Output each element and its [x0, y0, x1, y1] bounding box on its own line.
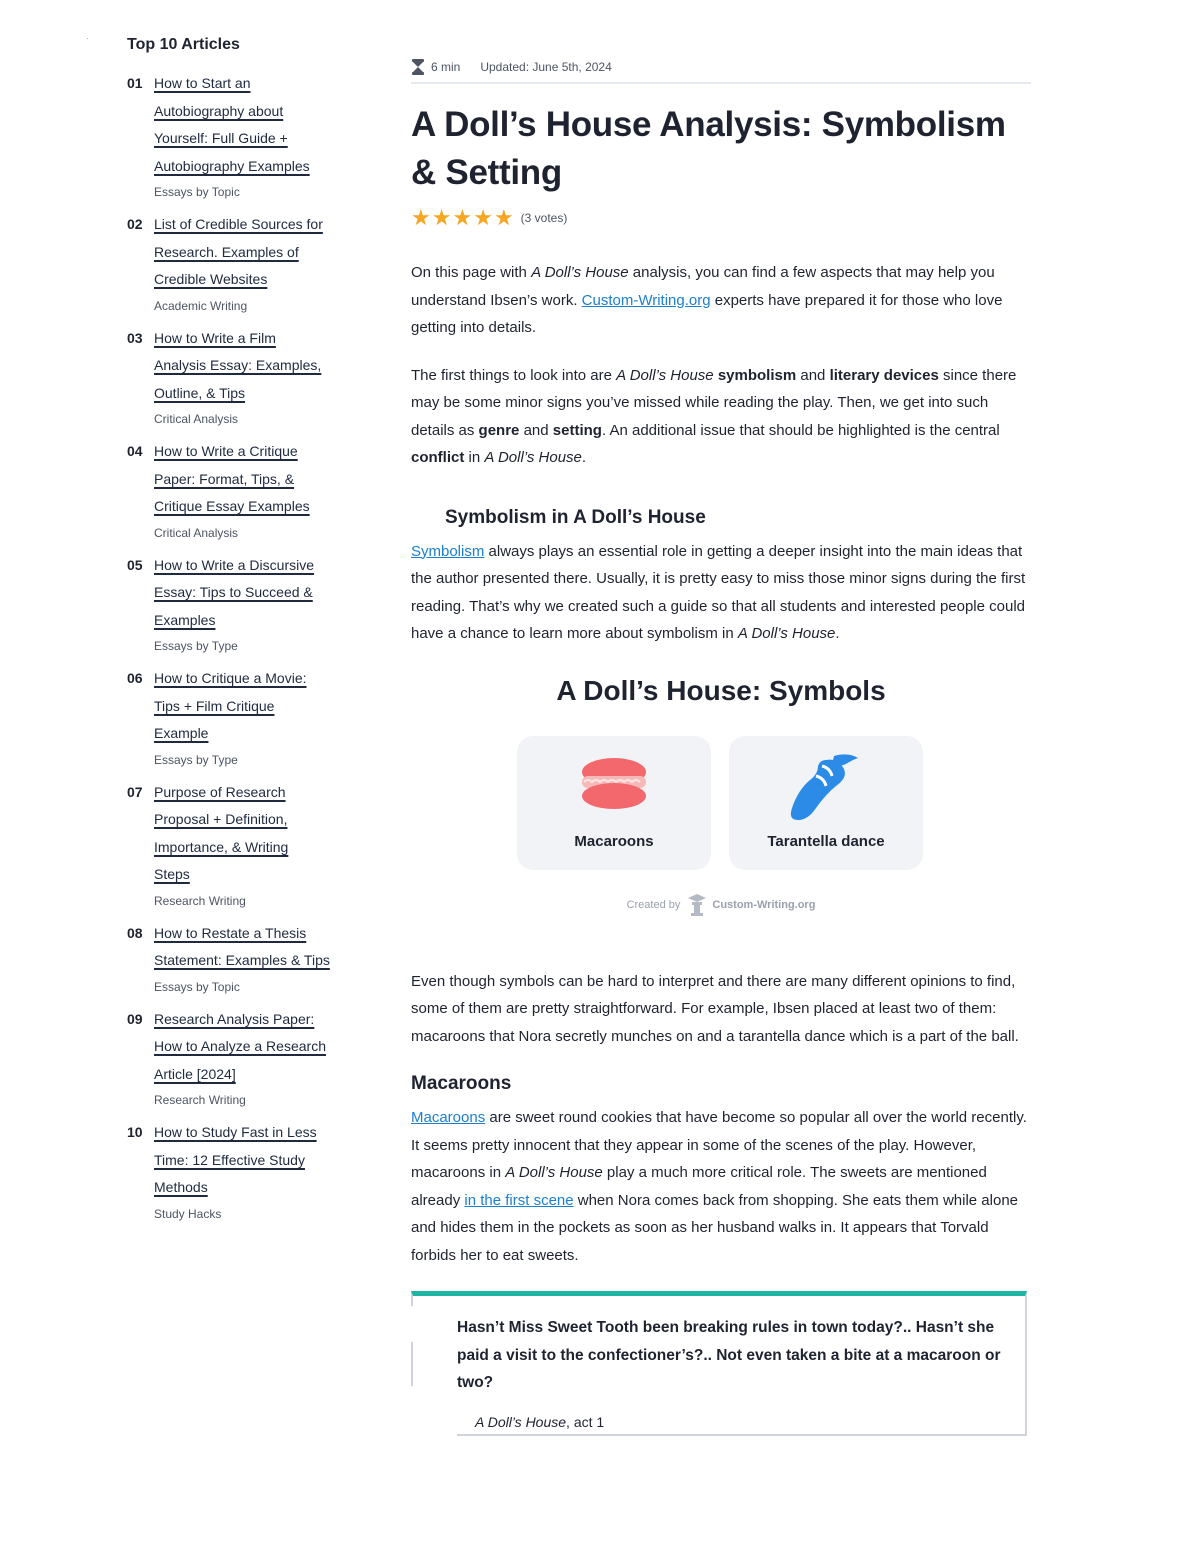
article-entry	[154, 211, 357, 317]
sidebar-article-item	[127, 1119, 357, 1225]
article-link-line: Statement: Examples & Tips	[154, 952, 330, 968]
article-link-line: How to Start an	[154, 75, 251, 91]
article-link-line: How to Write a Discursive	[154, 556, 315, 573]
article-entry	[154, 1006, 357, 1112]
article-entry	[154, 920, 357, 998]
article-link-line: Article [2024]	[154, 1065, 236, 1082]
article-entry	[154, 325, 357, 431]
star-icon[interactable]: ★	[411, 204, 431, 230]
article-link-line: How to Study Fast in Less	[154, 1124, 317, 1140]
article-rank: 06	[127, 670, 143, 686]
symbols-intro-paragraph: Even though symbols can be hard to interpret and there are many different opinions to find, some of them are pretty straightforward. For example, Ibsen placed at least two of them: macaroons that Nora secretly munches on and a tarantella dance which is a part of the ball.	[411, 972, 1019, 1045]
custom-writing-link[interactable]: Custom-Writing.org	[581, 291, 711, 309]
macaroon-icon	[579, 754, 649, 814]
sidebar-article-item	[127, 438, 357, 544]
read-time: 6 min	[431, 60, 461, 74]
symbolism-paragraph: Symbolism always plays an essential role in getting a deeper insight into the main ideas that the author presented there. Usually, it is pretty easy to miss those minor signs during the first reading. That’s why we created such a guide so that all students and interested people could have a chance to learn more about symbolism in A Doll’s House.	[411, 542, 1026, 642]
sidebar-article-item	[127, 1006, 357, 1112]
article-category: Study Hacks	[154, 1206, 222, 1221]
article-link-line: Outline, & Tips	[154, 384, 246, 401]
article-link-line: List of Credible Sources for	[154, 216, 323, 232]
stray-mark: ·	[86, 34, 89, 43]
article-link-line: Purpose of Research	[154, 783, 286, 800]
symbolism-link[interactable]: Symbolism	[411, 542, 485, 560]
credit-brand: Custom-Writing.org	[712, 898, 816, 911]
article-link-line: How to Restate a Thesis	[154, 924, 307, 941]
sidebar-article-item	[127, 211, 357, 317]
article-link-line: Example	[154, 725, 209, 741]
top-articles-list	[127, 70, 357, 1225]
rating-stars[interactable]	[411, 204, 515, 230]
article-link-line: Autobiography Examples	[154, 157, 310, 174]
vote-count: (3 votes)	[520, 211, 568, 225]
article-link-line: Autobiography about	[154, 102, 284, 119]
clock-icon	[411, 59, 425, 75]
macaroons-link[interactable]: Macaroons	[411, 1109, 486, 1126]
article-entry	[154, 665, 357, 771]
macaroons-paragraph: Macaroons are sweet round cookies that have become so popular all over the world recently. It seems pretty innocent that they appear in some of the scenes of the play. However, macaroons in A Doll’s House play a much more critical role. The sweets are mentioned already in the first scene when Nora comes back from shopping. She eats them while alone and hides them in the pockets as soon as her husband walks in. It appears that Torvald forbids her to eat sweets.	[411, 1109, 1027, 1264]
article-link-line: Proposal + Definition,	[154, 811, 288, 827]
sidebar-article-item	[127, 325, 357, 431]
article-link-line: How to Analyze a Research	[154, 1038, 326, 1054]
article-category: Critical Analysis	[154, 412, 239, 426]
star-icon[interactable]: ★	[452, 204, 473, 230]
article-link-line: How to Write a Film	[154, 329, 276, 346]
article-link-line: How to Write a Critique	[154, 443, 298, 459]
article-link-line: Importance, & Writing	[154, 838, 289, 855]
page-title: A Doll’s House Analysis: Symbolism & Setting	[411, 105, 1006, 192]
article-category: Essays by Topic	[154, 979, 240, 994]
article-meta	[411, 56, 1031, 78]
sidebar-article-item	[127, 920, 357, 998]
article-category: Research Writing	[154, 893, 246, 908]
overview-paragraph: The first things to look into are A Doll’s House symbolism and literary devices since there may be some minor signs you’ve missed while reading the play. Then, we get into such details as genre and setting. An additional issue that should be highlighted is the central conflict in A Doll’s House.	[411, 366, 1017, 466]
article-entry	[154, 779, 357, 912]
article-entry	[154, 70, 357, 203]
article-link[interactable]	[154, 665, 357, 748]
article-link[interactable]	[154, 1119, 357, 1202]
credit-prefix: Created by	[626, 898, 681, 911]
quote-block	[411, 1291, 1027, 1436]
sidebar-article-item	[127, 552, 357, 658]
article-link[interactable]	[154, 438, 357, 521]
article-link-line: Critique Essay Examples	[154, 498, 310, 514]
article-category: Research Writing	[154, 1093, 246, 1107]
article-link-line: Time: 12 Effective Study	[154, 1151, 305, 1168]
article-rank: 10	[127, 1124, 143, 1140]
star-icon[interactable]: ★	[431, 204, 452, 230]
infographic-title: A Doll’s House: Symbols	[556, 674, 886, 706]
quote-source: A Doll’s House, act 1	[475, 1413, 605, 1430]
article-rank: 09	[127, 1010, 143, 1027]
article-entry	[154, 1119, 357, 1225]
article-link-line: Methods	[154, 1179, 208, 1195]
star-rating[interactable]	[411, 204, 1031, 230]
article-link-line: Examples	[154, 611, 216, 628]
infographic-credit	[411, 894, 1031, 916]
article-link-line: Essay: Tips to Succeed &	[154, 584, 313, 600]
article-link[interactable]	[154, 211, 357, 294]
article-link[interactable]	[154, 552, 357, 635]
article-category: Essays by Type	[154, 639, 238, 653]
article-link-line: Research. Examples of	[154, 243, 299, 260]
updated-date: Updated: June 5th, 2024	[480, 60, 612, 74]
sidebar-article-item	[127, 70, 357, 203]
article-link-line: Yourself: Full Guide +	[154, 130, 288, 146]
article-link-line: Tips + Film Critique	[154, 697, 275, 714]
sidebar-title: Top 10 Articles	[127, 36, 240, 53]
article-link-line: How to Critique a Movie:	[154, 670, 307, 686]
article-link[interactable]	[154, 779, 357, 889]
article-category: Critical Analysis	[154, 525, 239, 540]
first-scene-link[interactable]: in the first scene	[464, 1191, 574, 1209]
article-link-line: Steps	[154, 866, 190, 882]
article-category: Essays by Type	[154, 752, 238, 767]
symbol-label: Macaroons	[574, 832, 654, 850]
article-rank: 01	[127, 75, 143, 91]
article-rank: 08	[127, 924, 143, 941]
article-link-line: Research Analysis Paper:	[154, 1010, 315, 1027]
ballet-shoe-icon	[786, 750, 866, 826]
symbol-cards	[517, 736, 923, 870]
intro-paragraph: On this page with A Doll’s House analysis, you can find a few aspects that may help you understand Ibsen’s work. Custom-Writing.org experts have prepared it for those who love getting into details.	[411, 264, 1003, 336]
star-icon[interactable]: ★	[473, 204, 493, 230]
quote-text: Hasn’t Miss Sweet Tooth been breaking rules in town today?.. Hasn’t she paid a visit to the confectioner’s?.. Not even taken a bite at a macaroon or two?	[457, 1319, 1001, 1391]
symbol-label: Tarantella dance	[767, 832, 885, 850]
article-link-line: Analysis Essay: Examples,	[154, 357, 322, 373]
article-rank: 03	[127, 329, 143, 346]
article-link-line: Paper: Format, Tips, &	[154, 470, 295, 487]
article-link[interactable]	[154, 920, 357, 975]
article-rank: 02	[127, 216, 143, 232]
article-rank: 07	[127, 783, 143, 800]
top-articles-sidebar	[127, 36, 357, 1233]
article-rank: 04	[127, 443, 143, 459]
article-link[interactable]	[154, 70, 357, 180]
meta-divider	[411, 82, 1031, 84]
article-category: Essays by Topic	[154, 185, 240, 199]
star-icon[interactable]: ★	[493, 204, 514, 230]
section-heading-macaroons: Macaroons	[411, 1073, 512, 1094]
symbol-card-tarantella	[729, 736, 923, 870]
symbols-infographic	[411, 670, 1031, 940]
article-entry	[154, 552, 357, 658]
article-main	[411, 56, 1031, 1436]
symbol-card-macaroons	[517, 736, 711, 870]
section-heading-symbolism: Symbolism in A Doll’s House	[445, 506, 706, 528]
article-rank: 05	[127, 556, 143, 573]
sidebar-article-item	[127, 779, 357, 912]
article-category: Academic Writing	[154, 298, 248, 313]
article-link[interactable]	[154, 1006, 357, 1089]
article-link[interactable]	[154, 325, 357, 408]
custom-writing-logo-icon	[688, 894, 706, 916]
sidebar-article-item	[127, 665, 357, 771]
article-link-line: Credible Websites	[154, 271, 268, 287]
article-entry	[154, 438, 357, 544]
